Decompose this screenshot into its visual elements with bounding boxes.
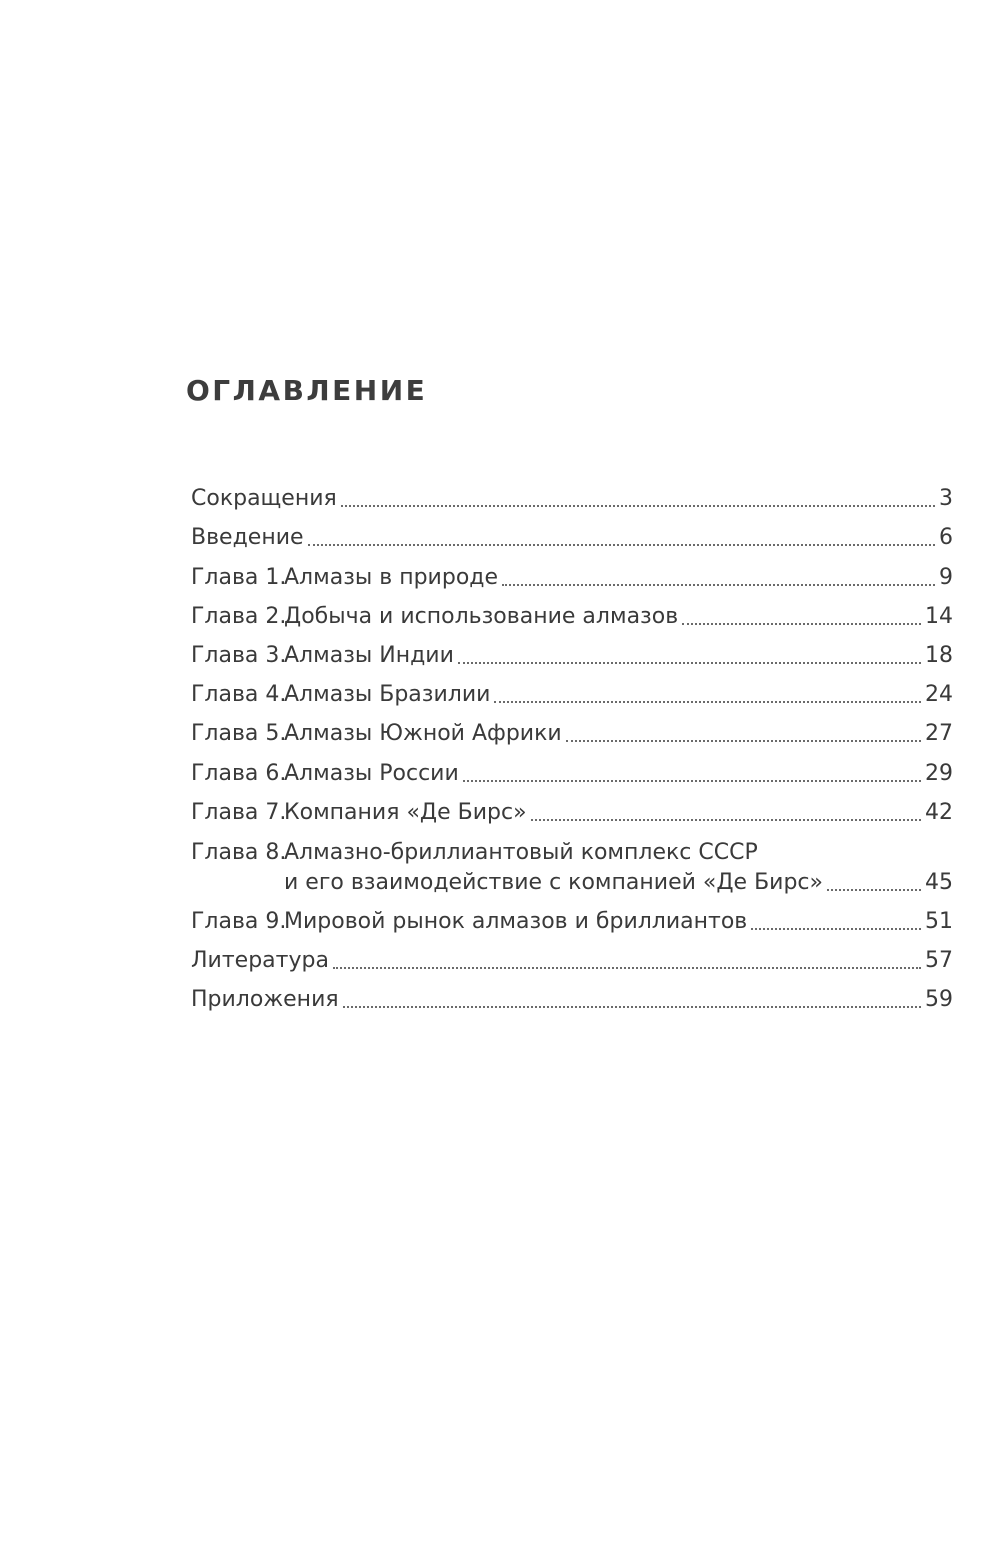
toc-entry-label	[191, 602, 678, 632]
table-of-contents	[191, 475, 953, 1015]
dot-leader	[827, 889, 921, 891]
toc-page-number: 45	[925, 869, 953, 895]
toc-entry-chapter-2[interactable]	[191, 593, 953, 632]
dot-leader	[333, 967, 921, 969]
chapter-title: Алмазы Южной Африки	[284, 721, 562, 747]
dot-leader	[308, 544, 935, 546]
toc-entry-chapter-3[interactable]	[191, 632, 953, 671]
toc-entry-label: Приложения	[191, 987, 339, 1013]
toc-page-number: 29	[925, 760, 953, 786]
dot-leader	[531, 819, 921, 821]
toc-entry-appendices[interactable]	[191, 976, 953, 1015]
chapter-title: Алмазы России	[284, 760, 459, 786]
toc-entry-label	[191, 641, 454, 671]
toc-entry-label	[191, 680, 490, 710]
toc-entry-chapter-6[interactable]	[191, 749, 953, 788]
dot-leader	[343, 1006, 921, 1008]
toc-page-number: 42	[925, 799, 953, 825]
toc-page-number: 24	[925, 682, 953, 708]
toc-entry-label	[191, 759, 459, 789]
chapter-number: Глава 7.	[191, 799, 287, 825]
chapter-number: Глава 8.	[191, 839, 287, 865]
toc-page-number: 9	[939, 564, 953, 590]
toc-page-number: 27	[925, 721, 953, 747]
chapter-title: Компания «Де Бирс»	[284, 799, 527, 825]
toc-entry-label: Литература	[191, 948, 329, 974]
chapter-number: Глава 2.	[191, 603, 287, 629]
toc-entry-label	[191, 838, 823, 898]
toc-entry-label: Введение	[191, 525, 304, 551]
dot-leader	[458, 662, 921, 664]
toc-entry-chapter-1[interactable]	[191, 553, 953, 592]
toc-page-number: 14	[925, 603, 953, 629]
chapter-number: Глава 1.	[191, 564, 287, 590]
page-title: ОГЛАВЛЕНИЕ	[186, 374, 428, 407]
toc-page-number: 6	[939, 525, 953, 551]
toc-entry-chapter-8[interactable]	[191, 828, 953, 898]
toc-page-number: 3	[939, 486, 953, 512]
dot-leader	[751, 928, 921, 930]
toc-entry-label	[191, 907, 747, 937]
dot-leader	[341, 505, 935, 507]
chapter-title-line-2: и его взаимодействие с компанией «Де Бирс»	[284, 869, 823, 895]
toc-entry-chapter-7[interactable]	[191, 789, 953, 828]
chapter-number: Глава 3.	[191, 642, 287, 668]
chapter-number: Глава 9.	[191, 908, 287, 934]
toc-page-number: 18	[925, 642, 953, 668]
toc-entry-chapter-4[interactable]	[191, 671, 953, 710]
chapter-title: Алмазы Бразилии	[284, 682, 491, 708]
toc-page-number: 59	[925, 987, 953, 1013]
toc-entry-chapter-9[interactable]	[191, 898, 953, 937]
toc-entry-label	[191, 563, 498, 593]
toc-page-number: 57	[925, 948, 953, 974]
dot-leader	[494, 701, 921, 703]
chapter-title: Добыча и использование алмазов	[284, 603, 679, 629]
toc-entry-abbreviations[interactable]	[191, 475, 953, 514]
chapter-title: Мировой рынок алмазов и бриллиантов	[284, 908, 748, 934]
dot-leader	[463, 780, 921, 782]
chapter-title: Алмазно-бриллиантовый комплекс СССР	[284, 839, 758, 865]
toc-entry-literature[interactable]	[191, 937, 953, 976]
chapter-number: Глава 4.	[191, 682, 287, 708]
toc-entry-label	[191, 798, 527, 828]
chapter-title-line-1	[191, 838, 823, 868]
toc-page-number: 51	[925, 908, 953, 934]
toc-entry-label: Сокращения	[191, 486, 337, 512]
toc-entry-introduction[interactable]	[191, 514, 953, 553]
dot-leader	[682, 623, 921, 625]
dot-leader	[566, 740, 921, 742]
toc-entry-label	[191, 719, 562, 749]
chapter-title: Алмазы Индии	[284, 642, 454, 668]
chapter-number: Глава 5.	[191, 721, 287, 747]
dot-leader	[502, 584, 935, 586]
chapter-title: Алмазы в природе	[284, 564, 499, 590]
toc-entry-chapter-5[interactable]	[191, 710, 953, 749]
chapter-number: Глава 6.	[191, 760, 287, 786]
